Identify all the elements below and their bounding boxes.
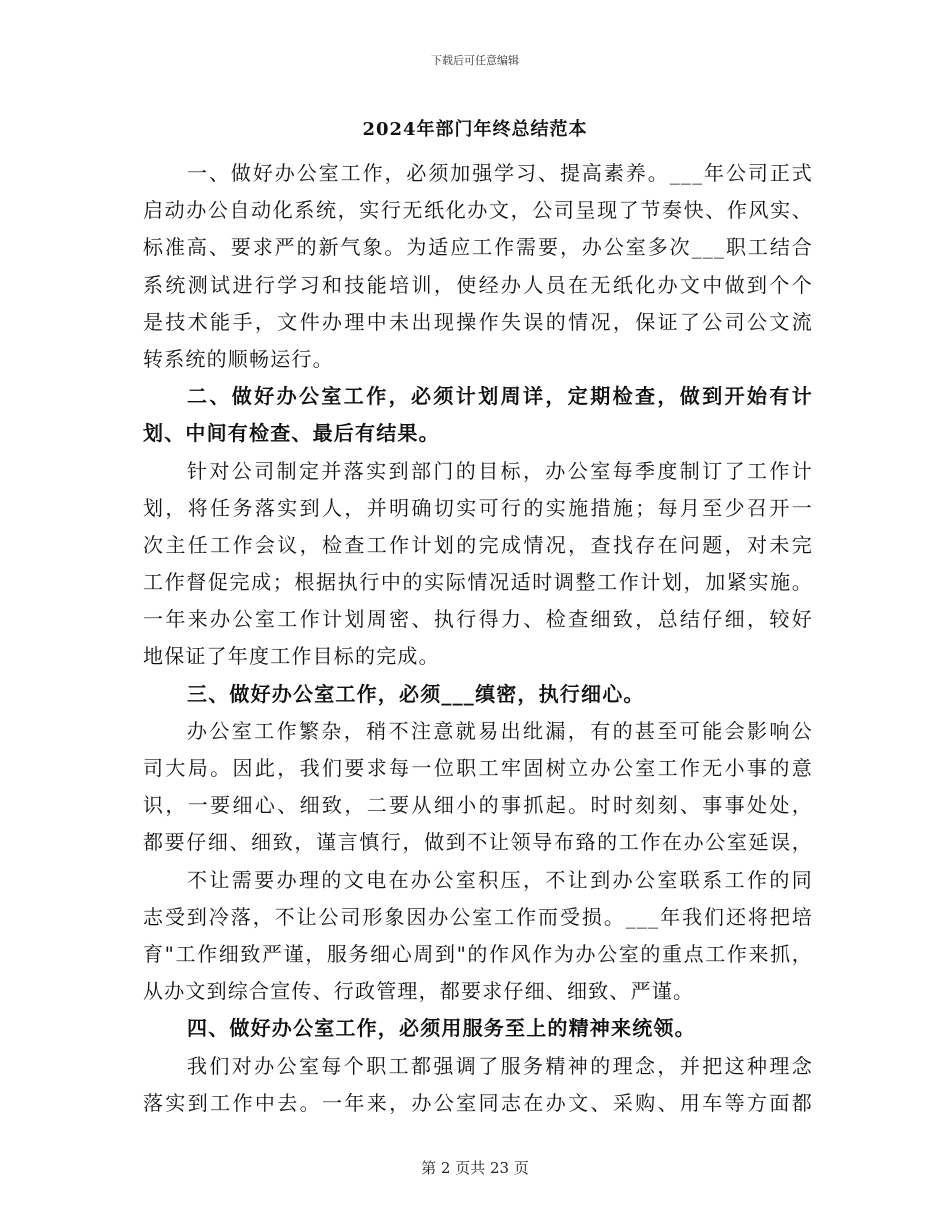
paragraph-line: 地保证了年度工作目标的完成。 xyxy=(143,644,440,669)
section-heading-line: 三、做好办公室工作，必须___缜密，执行细心。 xyxy=(187,681,645,706)
paragraph-line: 针对公司制定并落实到部门的目标，办公室每季度制订了工作计 xyxy=(187,458,813,483)
paragraph-line: 司大局。因此，我们要求每一位职工牢固树立办公室工作无小事的意 xyxy=(143,756,813,780)
paragraph-line: 转系统的顺畅运行。 xyxy=(143,346,334,371)
section-heading-line: 四、做好办公室工作，必须用服务至上的精神来统领。 xyxy=(187,1016,696,1041)
section-heading-line: 划、中间有检查、最后有结果。 xyxy=(143,421,440,446)
paragraph-line: 落实到工作中去。一年来，办公室同志在办文、采购、用车等方面都 xyxy=(143,1090,813,1115)
paragraph-line: 系统测试进行学习和技能培训，使经办人员在无纸化办文中做到个个 xyxy=(143,272,813,297)
paragraph-line: 次主任工作会议，检查工作计划的完成情况，查找存在问题，对未完 xyxy=(143,532,813,557)
paragraph-line: 标准高、要求严的新气象。为适应工作需要，办公室多次___职工结合 xyxy=(143,235,813,260)
document-title: 2024年部门年终总结范本 xyxy=(362,119,588,140)
paragraph-line: 从办文到综合宣传、行政管理，都要求仔细、细致、严谨。 xyxy=(143,979,695,1004)
paragraph-line: 工作督促完成；根据执行中的实际情况适时调整工作计划，加紧实施。 xyxy=(143,570,813,595)
section-heading-line: 二、做好办公室工作，必须计划周详，定期检查，做到开始有计 xyxy=(187,384,813,409)
paragraph-line: 启动办公自动化系统，实行无纸化办文，公司呈现了节奏快、作风实、 xyxy=(143,198,813,223)
paragraph-line: 我们对办公室每个职工都强调了服务精神的理念，并把这种理念 xyxy=(187,1053,813,1078)
paragraph-line: 办公室工作繁杂，稍不注意就易出纰漏，有的甚至可能会影响公 xyxy=(187,718,813,743)
paragraph-line: 一、做好办公室工作，必须加强学习、提高素养。___年公司正式 xyxy=(187,161,813,185)
document-body xyxy=(143,155,813,1122)
paragraph-line: 识，一要细心、细致，二要从细小的事抓起。时时刻刻、事事处处， xyxy=(143,793,813,818)
page-footer: 第 2 页共 23 页 xyxy=(421,1159,529,1177)
paragraph-line: 育"工作细致严谨，服务细心周到"的作风作为办公室的重点工作来抓， xyxy=(143,941,813,966)
paragraph-line: 志受到冷落，不让公司形象因办公室工作而受损。___年我们还将把培 xyxy=(143,904,813,929)
paragraph-line: 划，将任务落实到人，并明确切实可行的实施措施；每月至少召开一 xyxy=(143,495,813,520)
page-header: 下载后可任意编辑 xyxy=(431,54,519,67)
paragraph-line: 是技术能手，文件办理中未出现操作失误的情况，保证了公司公文流 xyxy=(143,309,813,334)
paragraph-line: 都要仔细、细致，谨言慎行，做到不让领导布臵的工作在办公室延误， xyxy=(143,830,813,855)
paragraph-line: 不让需要办理的文电在办公室积压，不让到办公室联系工作的同 xyxy=(187,867,813,892)
paragraph-line: 一年来办公室工作计划周密、执行得力、检查细致，总结仔细，较好 xyxy=(143,607,813,632)
